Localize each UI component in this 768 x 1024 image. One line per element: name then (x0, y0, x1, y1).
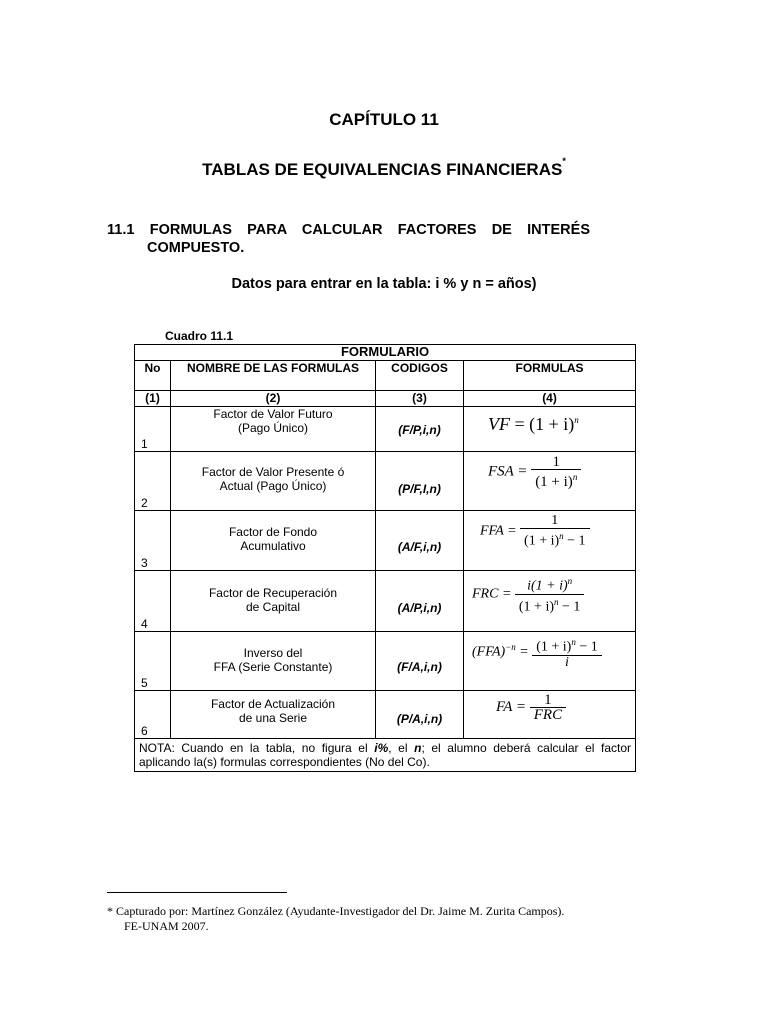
formula-frc: FRC = $\frac{i(1 + i)^n}{(1 + i)^n - 1}$ (464, 571, 636, 632)
formula-name: Factor de Valor Futuro (Pago Único) (171, 407, 376, 452)
table-row (135, 691, 636, 739)
header-formulas: FORMULAS (464, 361, 636, 391)
footnote (107, 904, 564, 934)
header-no: No (135, 361, 171, 391)
footnote-line1: * Capturado por: Martínez González (Ayudante-Investigador del Dr. Jaime M. Zurita Campos). (107, 904, 565, 918)
table-caption: Cuadro 11.1 (165, 329, 234, 343)
section-heading-line2: COMPUESTO. (147, 240, 245, 256)
subheader-4: (4) (464, 391, 636, 407)
formula-code: (P/F,I,n) (376, 452, 464, 511)
row-number: 6 (135, 691, 171, 739)
subheader-3: (3) (376, 391, 464, 407)
title-text: TABLAS DE EQUIVALENCIAS FINANCIERAS (202, 160, 563, 179)
formula-name: Factor de Actualización de una Serie (171, 691, 376, 739)
footnote-line2: FE-UNAM 2007. (124, 919, 209, 933)
row-number: 2 (135, 452, 171, 511)
formula-code: (A/P,i,n) (376, 571, 464, 632)
subheader-1: (1) (135, 391, 171, 407)
subheader-2: (2) (171, 391, 376, 407)
row-number: 1 (135, 407, 171, 452)
data-entry-note: Datos para entrar en la tabla: i % y n = años) (231, 276, 537, 292)
header-codes: CODIGOS (376, 361, 464, 391)
table-row (135, 511, 636, 571)
chapter-heading: CAPÍTULO 11 (329, 110, 439, 129)
table-row (135, 407, 636, 452)
footnote-divider (107, 892, 287, 893)
formula-ffa: FFA = $\frac{1}{(1 + i)^n - 1}$ (464, 511, 636, 571)
table-title: FORMULARIO (135, 345, 636, 361)
header-name: NOMBRE DE LAS FORMULAS (171, 361, 376, 391)
formula-code: (P/A,i,n) (376, 691, 464, 739)
formula-name: Factor de Recuperación de Capital (171, 571, 376, 632)
row-number: 5 (135, 632, 171, 691)
formula-vf: VF = $(1 + i)^n$ (464, 407, 636, 452)
table-row (135, 632, 636, 691)
formula-inverse-ffa: (FFA)$^{-n}$ = $\frac{(1 + i)^n - 1}{i}$ (464, 632, 636, 691)
title-footnote-mark: * (562, 156, 566, 167)
table-row (135, 571, 636, 632)
page-title (0, 156, 768, 180)
formula-name: Factor de Valor Presente ó Actual (Pago Único) (171, 452, 376, 511)
formula-code: (F/A,i,n) (376, 632, 464, 691)
formula-code: (A/F,i,n) (376, 511, 464, 571)
formula-name: Factor de Fondo Acumulativo (171, 511, 376, 571)
row-number: 3 (135, 511, 171, 571)
row-number: 4 (135, 571, 171, 632)
formula-fsa: FSA = $\frac{1}{(1 + i)^n}$ (464, 452, 636, 511)
formula-name: Inverso del FFA (Serie Constante) (171, 632, 376, 691)
formula-table (134, 344, 636, 772)
table-note: NOTA: Cuando en la tabla, no figura el i%, el n; el alumno deberá calcular el factor aplicando la(s) formulas correspondientes (No del Co). (135, 739, 636, 772)
formula-code: (F/P,i,n) (376, 407, 464, 452)
table-row (135, 452, 636, 511)
formula-fa: FA = $\frac{1}{\text{FRC}}$ (464, 691, 636, 739)
section-heading (107, 221, 590, 257)
section-heading-line1: 11.1 FORMULAS PARA CALCULAR FACTORES DE INTERÉS (107, 222, 590, 238)
